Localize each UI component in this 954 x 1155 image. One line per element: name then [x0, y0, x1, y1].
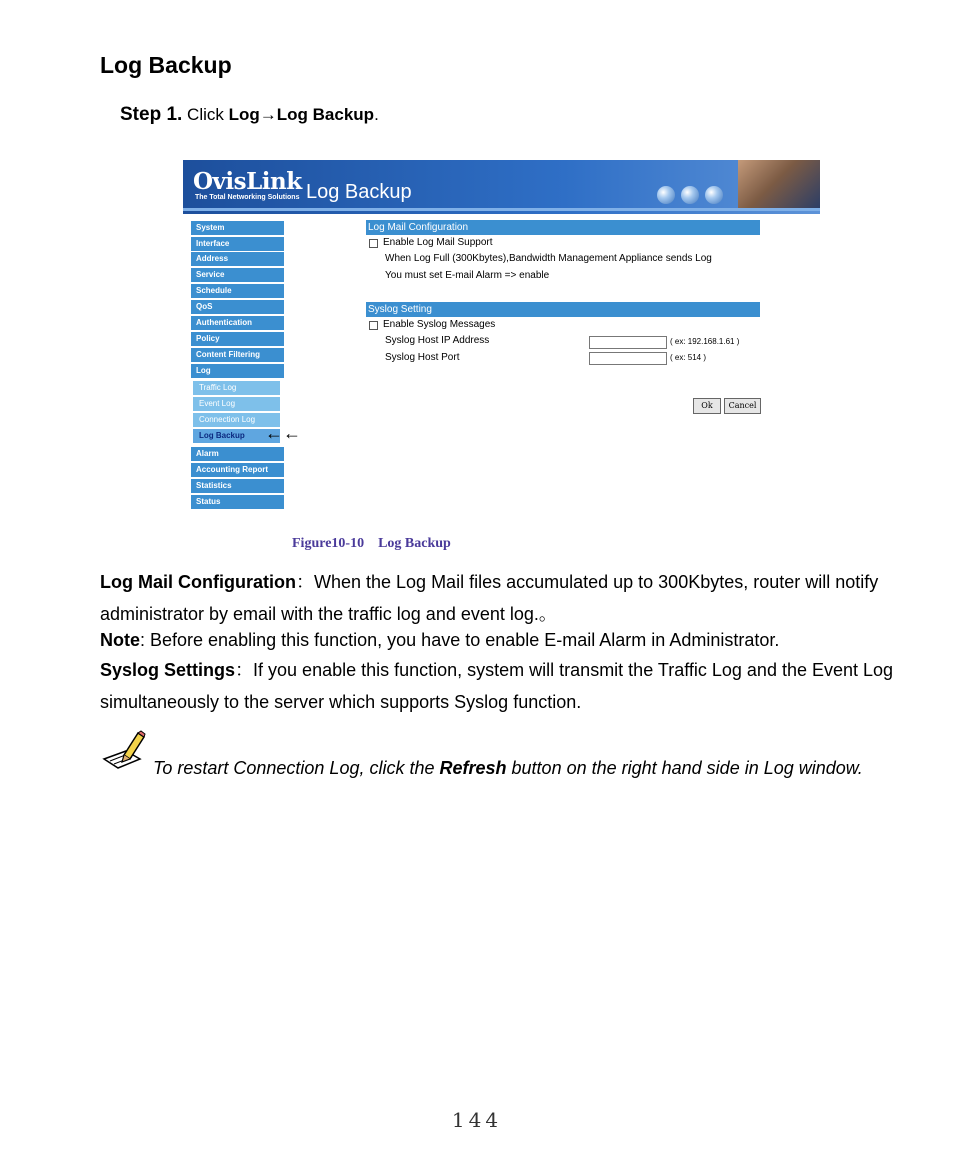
step-path-log-backup: Log Backup — [276, 105, 375, 124]
enable-log-mail-checkbox[interactable] — [369, 239, 378, 248]
menu-item-content-filtering[interactable]: Content Filtering — [191, 348, 284, 362]
note-term: Note — [100, 630, 140, 650]
syslog-ip-input[interactable] — [589, 336, 667, 349]
menu-item-qos[interactable]: QoS — [191, 300, 284, 314]
menu-item-status[interactable]: Status — [191, 495, 284, 509]
syslog-paragraph — [100, 654, 900, 718]
submenu-item-event-log[interactable]: Event Log — [193, 397, 280, 411]
banner-photo — [738, 160, 820, 208]
menu-item-accounting-report[interactable]: Accounting Report — [191, 463, 284, 477]
syslog-text: ：If you enable this function, system will transmit the Traffic Log and the Event Log simultaneously to the server which supports Syslog function. — [100, 660, 894, 712]
syslog-ip-label: Syslog Host IP Address — [385, 335, 490, 346]
menu-item-service[interactable]: Service — [191, 268, 284, 282]
enable-syslog-checkbox[interactable] — [369, 321, 378, 330]
submenu-item-log-backup[interactable]: Log Backup — [193, 429, 280, 443]
header-banner — [183, 160, 820, 214]
tip-note — [100, 750, 890, 786]
enable-log-mail-label: Enable Log Mail Support — [383, 237, 493, 248]
globe-icon — [681, 186, 699, 204]
note-text: : Before enabling this function, you have to enable E-mail Alarm in Administrator. — [140, 630, 780, 650]
section-title: Log Backup — [100, 52, 232, 78]
menu-item-schedule[interactable]: Schedule — [191, 284, 284, 298]
log-mail-text: ：When the Log Mail files accumulated up to 300Kbytes, router will notify administrator by email with the traffic log and event log.。 — [100, 572, 879, 624]
step-end: . — [374, 105, 379, 124]
submenu-item-connection-log[interactable]: Connection Log — [193, 413, 280, 427]
cancel-button[interactable]: Cancel — [724, 398, 761, 414]
page-number: 144 — [451, 1108, 503, 1132]
arrow-icon: → — [259, 105, 277, 124]
menu-item-address[interactable]: Address — [191, 252, 284, 266]
globe-icon — [705, 186, 723, 204]
syslog-term: Syslog Settings — [100, 660, 236, 680]
banner-title: Log Backup — [306, 181, 412, 203]
tip-text-after: button on the right hand side in Log window. — [506, 758, 863, 778]
log-mail-header: Log Mail Configuration — [366, 220, 760, 235]
menu-item-policy[interactable]: Policy — [191, 332, 284, 346]
note-paragraph — [100, 630, 900, 650]
step-label: Step 1. — [120, 104, 183, 125]
globe-icon — [657, 186, 675, 204]
tip-text-before: To restart Connection Log, click the — [153, 758, 440, 778]
log-mail-paragraph — [100, 566, 900, 630]
menu-item-system[interactable]: System — [191, 221, 284, 235]
menu-item-statistics[interactable]: Statistics — [191, 479, 284, 493]
submenu-item-traffic-log[interactable]: Traffic Log — [193, 381, 280, 395]
log-mail-info-line2: You must set E-mail Alarm => enable — [385, 270, 550, 281]
log-mail-info-line1: When Log Full (300Kbytes),Bandwidth Management Appliance sends Log — [385, 253, 712, 264]
log-mail-term: Log Mail Configuration — [100, 572, 296, 592]
enable-syslog-label: Enable Syslog Messages — [383, 319, 496, 330]
syslog-port-hint: ( ex: 514 ) — [670, 353, 707, 362]
menu-item-authentication[interactable]: Authentication — [191, 316, 284, 330]
ok-button[interactable]: Ok — [693, 398, 721, 414]
step-path-log: Log — [228, 105, 260, 124]
menu-item-interface[interactable]: Interface — [191, 237, 284, 251]
banner-underline — [183, 208, 820, 211]
syslog-port-label: Syslog Host Port — [385, 352, 460, 363]
menu-item-alarm[interactable]: Alarm — [191, 447, 284, 461]
figure-caption: Figure10-10 Log Backup — [292, 536, 451, 551]
step-click-word: Click — [187, 105, 224, 124]
menu-item-log[interactable]: Log — [191, 364, 284, 378]
router-screenshot-figure — [183, 160, 820, 515]
syslog-header: Syslog Setting — [366, 302, 760, 317]
tip-refresh-word: Refresh — [439, 758, 507, 778]
globes-decoration — [657, 186, 737, 208]
step-instruction — [120, 104, 379, 126]
brand-logo: OvisLink — [193, 168, 302, 195]
syslog-ip-hint: ( ex: 192.168.1.61 ) — [670, 337, 740, 346]
syslog-port-input[interactable] — [589, 352, 667, 365]
pointer-arrow-icon: ←← — [265, 423, 301, 443]
brand-tagline: The Total Networking Solutions — [195, 194, 300, 201]
